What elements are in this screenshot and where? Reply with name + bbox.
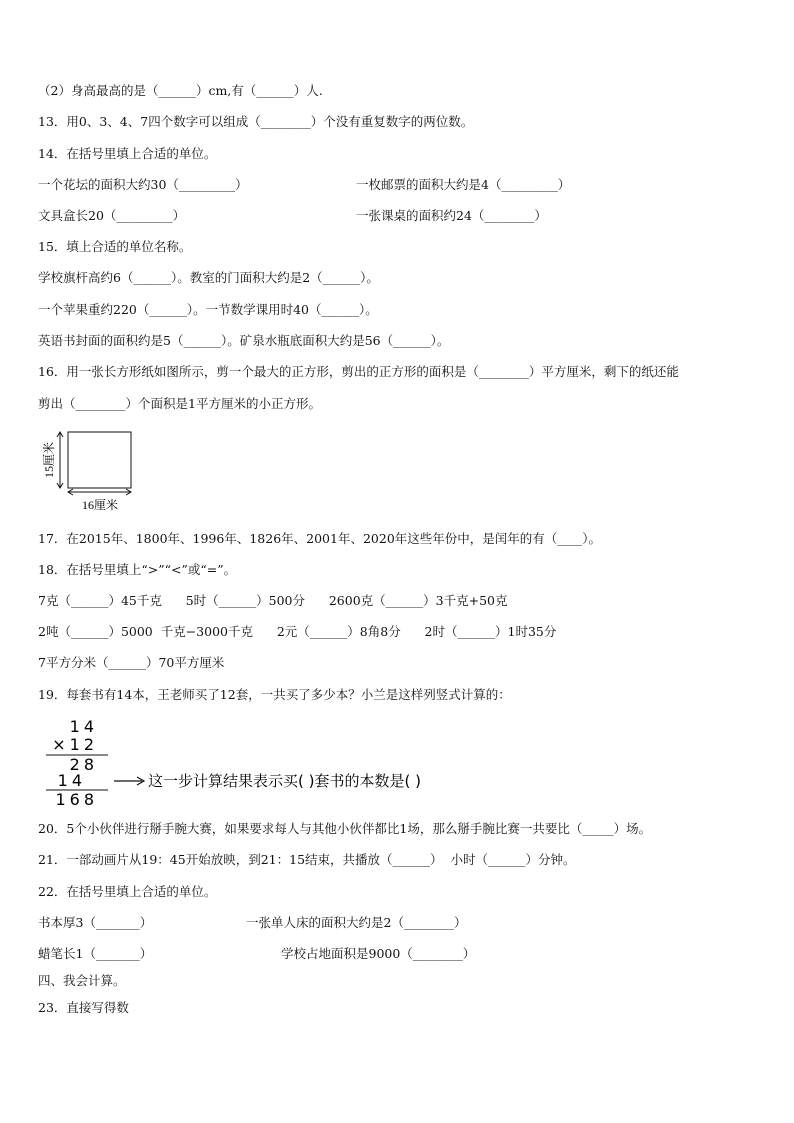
q12-part2: （2）身高最高的是（______）cm,有（______）人. [38,83,323,98]
q22-item-1: 书本厚3（_______） [38,915,153,930]
q14-item-4: 一张课桌的面积约24（________） [356,208,547,223]
rectangle-figure [38,428,138,518]
q22-item-4: 学校占地面积是9000（________） [281,946,476,961]
height-label: 15厘米 [42,441,56,479]
q18-row-1: 7克（______）45千克 5时（______）500分 2600克（______）3千克+50克 [38,593,508,608]
q23: 23．直接写得数 [38,1000,129,1015]
q20: 20．5个小伙伴进行掰手腕大赛，如果要求每人与其他小伙伴都比1场，那么掰手腕比赛一共要比（_____）场。 [38,821,652,836]
q14-item-1: 一个花坛的面积大约30（_________） [38,177,248,192]
q19: 19．每套书有14本，王老师买了12套，一共买了多少本？小兰是这样列竖式计算的： [38,687,511,702]
q21: 21．一部动画片从19：45开始放映，到21：15结束，共播放（______） 小时（______）分钟。 [38,852,576,867]
q13: 13．用0、3、4、7四个数字可以组成（________）个没有重复数字的两位数。 [38,114,474,129]
calc-note: 这一步计算结果表示买( )套书的本数是( ) [148,772,421,790]
width-label: 16厘米 [81,498,119,512]
calc-row-1: 14 [69,717,98,736]
q16-line-1: 16．用一张长方形纸如图所示，剪一个最大的正方形，剪出的正方形的面积是（________）平方厘米，剩下的纸还能 [38,364,679,379]
vertical-multiplication [38,715,518,807]
q15-line-1: 学校旗杆高约6（______）。教室的门面积大约是2（______）。 [38,270,379,285]
calc-row-4: 14 [57,771,86,790]
q18-row-2: 2吨（______）5000 千克−3000千克 2元（______）8角8分 2时（______）1时35分 [38,624,557,639]
q22-item-3: 蜡笔长1（_______） [38,946,153,961]
section-4-title: 四、我会计算。 [38,973,126,988]
calc-row-2: ×12 [52,735,98,754]
q14-item-3: 文具盒长20（_________） [38,208,186,223]
q16-line-2: 剪出（________）个面积是1平方厘米的小正方形。 [38,396,321,411]
q18-row-3: 7平方分米（______）70平方厘米 [38,655,225,670]
calc-row-5: 168 [55,790,98,807]
q17: 17．在2015年、1800年、1996年、1826年、2001年、2020年这些年份中，是闰年的有（____）。 [38,531,602,546]
q14-title: 14．在括号里填上合适的单位。 [38,146,217,161]
q22-item-2: 一张单人床的面积大约是2（________） [246,915,467,930]
q15-title: 15．填上合适的单位名称。 [38,239,192,254]
calc-row-3: 28 [69,755,98,774]
q15-line-2: 一个苹果重约220（______）。一节数学课用时40（______）。 [38,302,378,317]
paper-rectangle [68,432,131,488]
q22-title: 22．在括号里填上合适的单位。 [38,884,217,899]
q15-line-3: 英语书封面的面积约是5（______）。矿泉水瓶底面积大约是56（______）。 [38,333,450,348]
q18-title: 18．在括号里填上“>”“<”或“=”。 [38,562,237,577]
q14-item-2: 一枚邮票的面积大约是4（_________） [356,177,571,192]
